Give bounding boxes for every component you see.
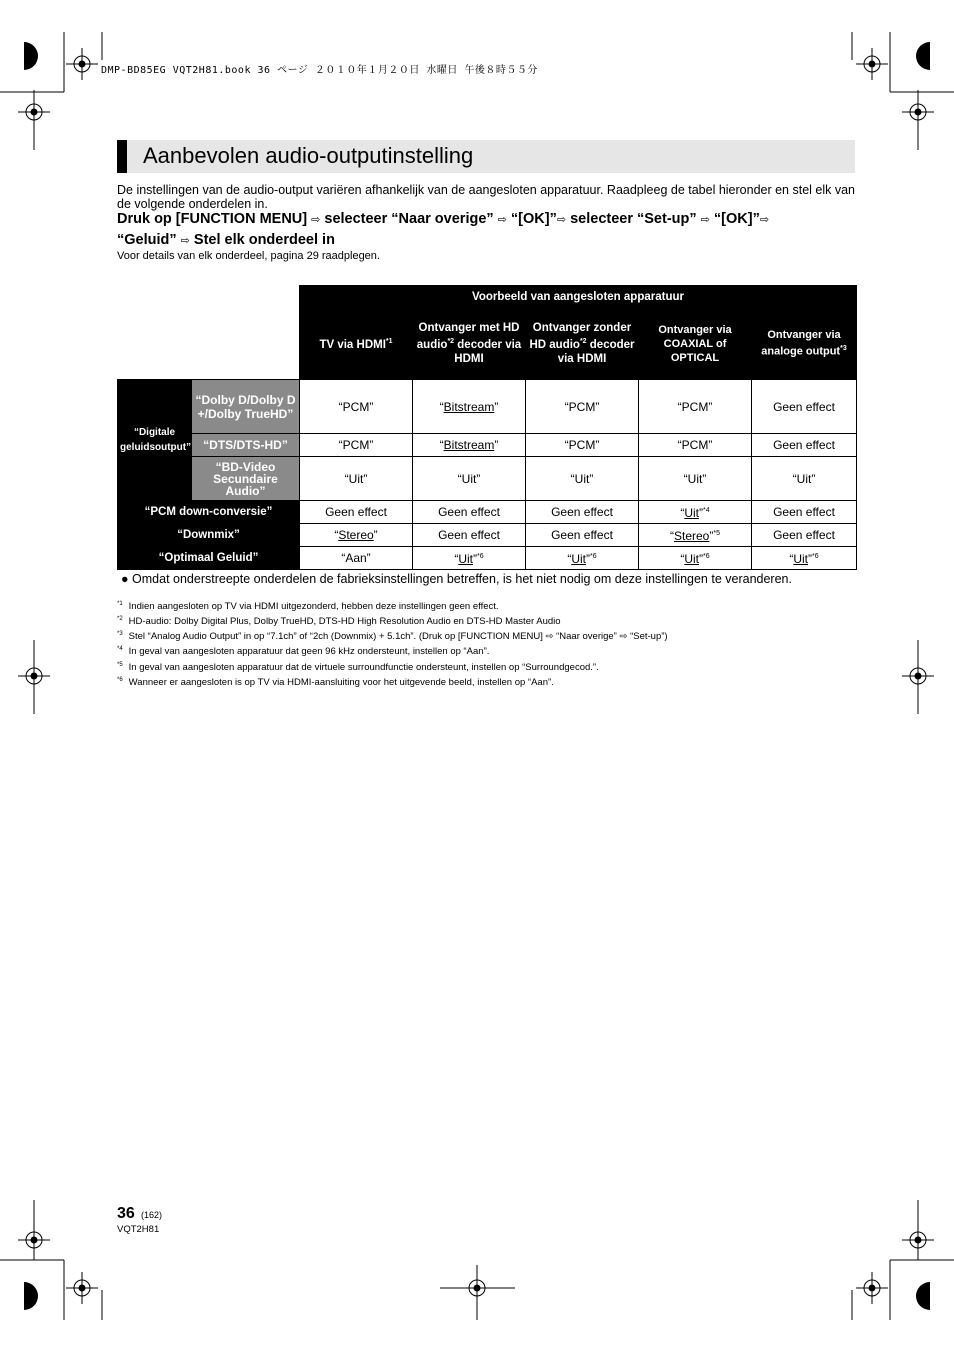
step-set-up: selecteer “Set-up” [570, 211, 697, 227]
step-function-menu: Druk op [FUNCTION MENU] [117, 211, 308, 227]
step-geluid: “Geluid” [117, 232, 177, 248]
settings-table [117, 285, 857, 570]
footnote-2: $^{*2}$ HD-audio: Dolby Digital Plus, Dolby TrueHD, DTS-HD High Resolution Audio en DTS-HD Master Audio [117, 616, 561, 628]
arrow-icon: ⇨ [556, 214, 567, 226]
col-header-tv: TV via HDMI$^{*1}$ [300, 308, 413, 380]
table-cell: “PCM” [300, 380, 413, 434]
table-cell: “PCM” [526, 380, 639, 434]
table-cell: “Uit”$^{*6}$ [526, 547, 639, 570]
page-number: 36 [117, 1205, 135, 1222]
table-cell: Geen effect [300, 501, 413, 524]
row-label-optimaal: “Optimaal Geluid” [118, 547, 300, 570]
model-code: VQT2H81 [117, 1224, 160, 1235]
details-text: Voor details van elk onderdeel, pagina 29 raadplegen. [117, 250, 380, 262]
row-label-pcm: “PCM down-conversie” [118, 501, 300, 524]
row-label-bdvideo: “BD-Video Secundaire Audio” [192, 457, 300, 501]
table-cell: Geen effect [752, 524, 857, 547]
table-cell: “PCM” [639, 434, 752, 457]
instruction-steps [117, 209, 857, 251]
table-cell: Geen effect [413, 524, 526, 547]
table-cell: Geen effect [752, 501, 857, 524]
table-cell: “Uit”$^{*6}$ [413, 547, 526, 570]
step-naar-overige: selecteer “Naar overige” [324, 211, 494, 227]
table-cell: Geen effect [526, 524, 639, 547]
arrow-icon: ⇨ [497, 214, 507, 226]
arrow-icon: ⇨ [759, 214, 770, 226]
title-accent [117, 140, 127, 173]
table-cell: “Uit”$^{*6}$ [752, 547, 857, 570]
col-header-analog: Ontvanger via analoge output$^{*3}$ [752, 308, 857, 380]
table-cell: “PCM” [300, 434, 413, 457]
footnote-1: $^{*1}$ Indien aangesloten op TV via HDMI uitgezonderd, hebben deze instellingen geen effect. [117, 601, 499, 613]
note-text: Omdat onderstreepte onderdelen de fabrieksinstellingen betreffen, is het niet nodig om deze instellingen te veranderen. [132, 572, 792, 586]
table-cell: Geen effect [752, 434, 857, 457]
row-label-downmix: “Downmix” [118, 524, 300, 547]
table-cell: “Stereo” [300, 524, 413, 547]
bullet-icon: ● [121, 572, 129, 586]
table-cell: “Uit” [300, 457, 413, 501]
table-cell: “Uit”$^{*4}$ [639, 501, 752, 524]
arrow-icon: ⇨ [700, 214, 710, 226]
table-cell: “Bitstream” [413, 434, 526, 457]
print-header-line: DMP-BD85EG VQT2H81.book 36 ページ ２０１０年１月２０日 水曜日 午後８時５５分 [101, 65, 538, 76]
footnote-4: $^{*4}$ In geval van aangesloten apparatuur dat geen 96 kHz ondersteunt, instellen op “Aan”. [117, 646, 490, 658]
arrow-icon: ⇨ [619, 631, 628, 643]
table-cell: “PCM” [526, 434, 639, 457]
footnote-6: $^{*6}$ Wanneer er aangesloten is op TV via HDMI-aansluiting voor het uitgevende beeld, instellen op “Aan”. [117, 676, 554, 688]
row-label-dts: “DTS/DTS-HD” [192, 434, 300, 457]
table-cell: Geen effect [413, 501, 526, 524]
page-title: Aanbevolen audio-outputinstelling [143, 143, 474, 168]
table-cell: “PCM” [639, 380, 752, 434]
row-label-dolby: “Dolby D/Dolby D +/Dolby TrueHD” [192, 380, 300, 434]
step-stel-in: Stel elk onderdeel in [193, 232, 335, 248]
footnote-5: $^{*5}$ In geval van aangesloten apparatuur dat de virtuele surroundfunctie ondersteunt, instellen op “Surroundgecod.”. [117, 661, 599, 673]
table-cell: Geen effect [752, 380, 857, 434]
table-cell: “Uit” [526, 457, 639, 501]
note-line [121, 572, 792, 586]
intro-text: De instellingen van de audio-output variëren afhankelijk van de aangesloten apparatuur. Raadpleeg de tabel hieronder en stel elk van de volgende onderdelen in. [117, 183, 856, 211]
col-header-nonhd-receiver: Ontvanger zonder HD audio$^{*2}$ decoder via HDMI [526, 308, 639, 380]
table-cell: “Stereo”$^{*5}$ [639, 524, 752, 547]
step-ok: “[OK]” [510, 211, 557, 227]
table-top-header: Voorbeeld van aangesloten apparatuur [300, 286, 857, 308]
arrow-icon: ⇨ [311, 214, 321, 226]
footnote-3: $^{*3}$ Stel “Analog Audio Output” in op “7.1ch” of “2ch (Downmix) + 5.1ch”. (Druk op [FUNCTION MENU] ⇨ “Naar overige” ⇨ “Set-up”) [117, 631, 668, 643]
col-header-coaxial: Ontvanger via COAXIAL of OPTICAL [639, 308, 752, 380]
col-header-hd-receiver: Ontvanger met HD audio$^{*2}$ decoder via HDMI [413, 308, 526, 380]
table-cell: “Bitstream” [413, 380, 526, 434]
page-sub-number: (162) [141, 1210, 163, 1220]
step-ok: “[OK]” [713, 211, 760, 227]
table-cell: “Uit” [752, 457, 857, 501]
table-cell: “Uit” [413, 457, 526, 501]
footnotes [117, 598, 668, 689]
table-cell: “Uit” [639, 457, 752, 501]
arrow-icon: ⇨ [545, 631, 554, 643]
arrow-icon: ⇨ [180, 235, 190, 247]
table-cell: Geen effect [526, 501, 639, 524]
table-cell: “Uit”$^{*6}$ [639, 547, 752, 570]
group-digital-output: “Digitale geluidsoutput” [118, 380, 192, 501]
table-cell: “Aan” [300, 547, 413, 570]
